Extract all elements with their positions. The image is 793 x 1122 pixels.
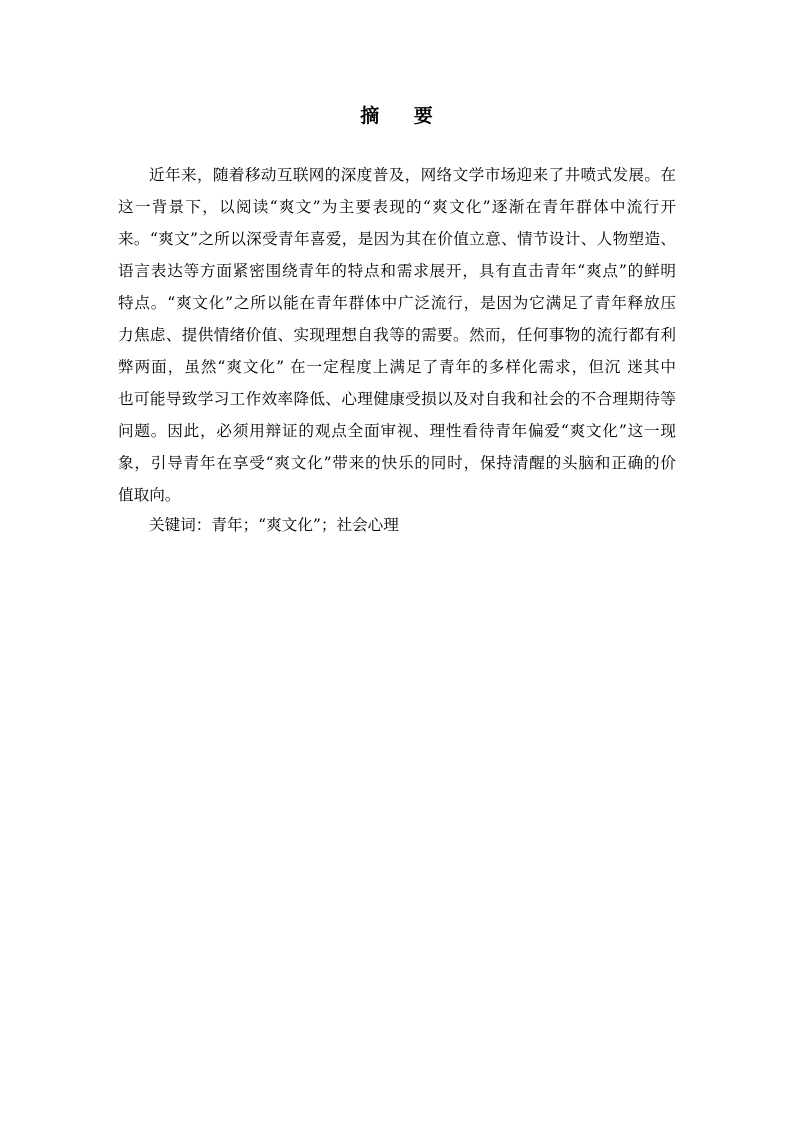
abstract-line: 弊两面，虽然“爽文化” 在一定程度上满足了青年的多样化需求，但沉 迷其中	[118, 358, 676, 376]
abstract-line: 来。“爽文”之所以深受青年喜爱，是因为其在价值立意、情节设计、人物塑造、	[118, 230, 676, 248]
abstract-line: 值取向。	[118, 486, 181, 504]
abstract-line: 力焦虑、提供情绪价值、实现理想自我等的需要。然而，任何事物的流行都有利	[118, 326, 676, 344]
abstract-line: 问题。因此，必须用辩证的观点全面审视、理性看待青年偏爱“爽文化”这一现	[118, 422, 676, 440]
abstract-title: 摘 要	[360, 105, 447, 127]
abstract-line: 象，引导青年在享受“爽文化”带来的快乐的同时，保持清醒的头脑和正确的价	[118, 454, 676, 472]
abstract-line: 语言表达等方面紧密围绕青年的特点和需求展开，具有直击青年“爽点”的鲜明	[118, 262, 676, 280]
keywords-line: 关键词：青年；“爽文化”；社会心理	[149, 516, 399, 534]
abstract-line: 特点。“爽文化”之所以能在青年群体中广泛流行，是因为它满足了青年释放压	[118, 294, 676, 312]
abstract-line: 这一背景下，以阅读“爽文”为主要表现的“爽文化”逐渐在青年群体中流行开	[118, 198, 676, 216]
abstract-line: 近年来，随着移动互联网的深度普及，网络文学市场迎来了井喷式发展。在	[149, 166, 676, 184]
abstract-line: 也可能导致学习工作效率降低、心理健康受损以及对自我和社会的不合理期待等	[118, 390, 676, 408]
